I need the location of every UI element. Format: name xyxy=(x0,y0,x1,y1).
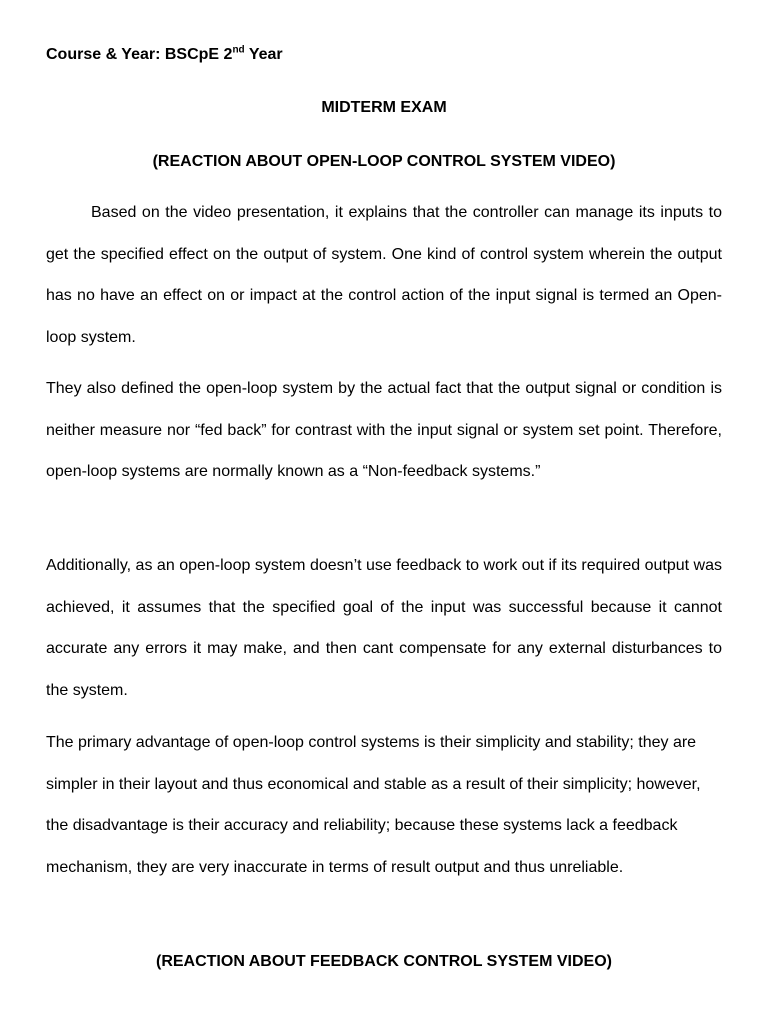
paragraph-2: They also defined the open-loop system by the actual fact that the output signal or condition is neither measure nor “fed back” for contrast with the input signal or system set point. Therefore, open-loop systems are normally known as a “Non-feedback systems.” xyxy=(46,380,722,480)
exam-title: MIDTERM EXAM xyxy=(321,99,447,116)
paragraph-1: Based on the video presentation, it explains that the controller can manage its inputs to get the specified effect on the output of system. One kind of control system wherein the output has no have an effect on or impact at the control action of the input signal is termed an Open-loop system. xyxy=(46,204,722,346)
section-heading-feedback: (REACTION ABOUT FEEDBACK CONTROL SYSTEM VIDEO) xyxy=(155,953,612,970)
section-heading-open-loop: (REACTION ABOUT OPEN-LOOP CONTROL SYSTEM VIDEO) xyxy=(152,153,616,170)
course-ordinal-suffix: nd xyxy=(232,44,245,56)
paragraph-4: The primary advantage of open-loop control systems is their simplicity and stability; they are simpler in their layout and thus economical and stable as a result of their simplicity; however, the disadvantage is their accuracy and reliability; because these systems lack a feedback mechanism, they are very inaccurate in terms of result output and thus unreliable. xyxy=(46,734,701,876)
course-year-line xyxy=(46,46,283,64)
course-year-suffix: Year xyxy=(244,46,283,63)
course-label: Course & Year: BSCpE 2 xyxy=(46,46,233,63)
paragraph-3: Additionally, as an open-loop system doesn’t use feedback to work out if its required output was achieved, it assumes that the specified goal of the input was successful because it cannot accurate any errors it may make, and then cant compensate for any external disturbances to the system. xyxy=(46,557,722,699)
